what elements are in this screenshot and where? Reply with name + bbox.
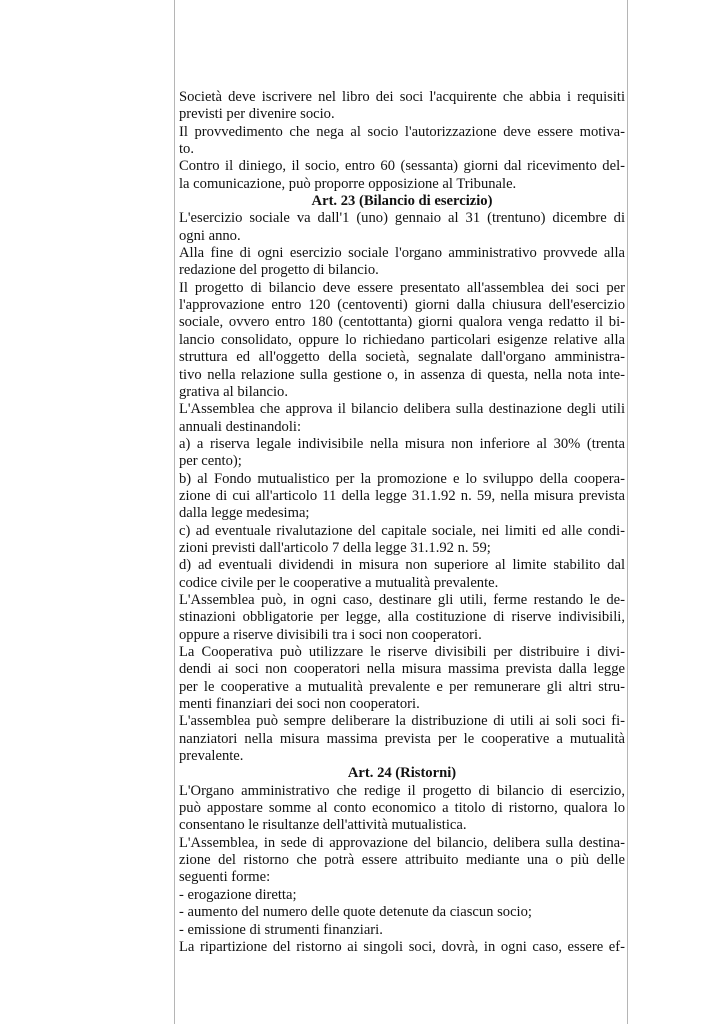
text-line: to. [179,141,194,158]
text-line: L'assemblea può sempre deliberare la distribuzione di utili ai soli soci fi- [179,713,625,730]
text-line: Contro il diniego, il socio, entro 60 (sessanta) giorni dal ricevimento del- [179,158,625,175]
text-line: L'Assemblea può, in ogni caso, destinare gli utili, ferme restando le de- [179,591,625,608]
text-line: L'Organo amministrativo che redige il progetto di bilancio di esercizio, [179,782,625,799]
text-line: struttura ed all'oggetto della società, segnalate dall'organo amministra- [179,349,625,366]
text-line: prevalente. [179,748,244,765]
text-line: dendi ai soci non cooperatori nella misura massima prevista dalla legge [179,661,625,678]
text-line: sociale, ovvero entro 180 (centottanta) giorni qualora venga redatto il bi- [179,314,625,331]
text-line: - aumento del numero delle quote detenute da ciascun socio; [179,904,532,921]
text-line: L'esercizio sociale va dall'1 (uno) gennaio al 31 (trentuno) dicembre di [179,210,625,227]
left-margin-line [174,0,175,1024]
section-heading: Art. 24 (Ristorni) [347,765,457,782]
text-line: - emissione di strumenti finanziari. [179,921,383,938]
text-line: codice civile per le cooperative a mutualità prevalente. [179,574,499,591]
text-line: Società deve iscrivere nel libro dei soci l'acquirente che abbia i requisiti [179,89,625,105]
text-line: tivo nella relazione sulla gestione o, in assenza di questa, nella nota inte- [179,366,625,383]
text-line: previsti per divenire socio. [179,106,335,123]
text-line: c) ad eventuale rivalutazione del capitale sociale, nei limiti ed alle condi- [179,522,625,539]
text-line: grativa al bilancio. [179,383,289,400]
text-line: l'approvazione entro 120 (centoventi) giorni dalla chiusura dell'esercizio [179,297,625,314]
text-line: menti finanziari dei soci non cooperatori. [179,696,420,713]
text-line: seguenti forme: [179,869,271,886]
text-line: zione di cui all'articolo 11 della legge 31.1.92 n. 59, nella misura prevista [179,487,625,504]
text-line: La Cooperativa può utilizzare le riserve divisibili per distribuire i divi- [179,644,625,660]
text-line: consentano le risultanze dell'attività mutualistica. [179,817,467,834]
document-body [179,89,625,956]
text-line: oppure a riserve divisibili tra i soci non cooperatori. [179,626,482,643]
text-line: stinazioni obbligatorie per legge, alla costituzione di riserve indivisibili, [179,609,625,626]
text-line: nanziatori nella misura massima prevista per le cooperative a mutualità [179,730,625,747]
text-line: Il progetto di bilancio deve essere presentato all'assemblea dei soci per [179,279,625,296]
section-heading: Art. 23 (Bilancio di esercizio) [311,193,493,210]
text-line: zione del ristorno che potrà essere attribuito mediante una o più delle [179,852,625,869]
text-line: Alla fine di ogni esercizio sociale l'organo amministrativo provvede alla [179,245,625,262]
text-line: annuali destinandoli: [179,418,301,435]
text-line: zioni previsti dall'articolo 7 della legge 31.1.92 n. 59; [179,539,491,556]
text-line: può appostare somme al conto economico a titolo di ristorno, qualora lo [179,800,625,817]
text-line: Il provvedimento che nega al socio l'autorizzazione deve essere motiva- [179,123,625,140]
text-line: per le cooperative a mutualità prevalente e per remunerare gli altri stru- [179,678,625,695]
text-line: L'Assemblea che approva il bilancio delibera sulla destinazione degli utili [179,401,625,418]
text-line: L'Assemblea, in sede di approvazione del bilancio, delibera sulla destina- [179,834,625,851]
text-line: redazione del progetto di bilancio. [179,262,379,279]
right-margin-line [627,0,628,1024]
text-line: lancio consolidato, oppure lo richiedano particolari esigenze relative alla [179,331,625,348]
text-line: - erogazione diretta; [179,886,297,903]
text-line: d) ad eventuali dividendi in misura non superiore al limite stabilito dal [179,557,625,574]
text-line: a) a riserva legale indivisibile nella misura non inferiore al 30% (trenta [179,435,625,452]
text-line: per cento); [179,453,242,470]
text-line: dalla legge medesima; [179,505,310,522]
text-line: b) al Fondo mutualistico per la promozione e lo sviluppo della coopera- [179,470,625,487]
text-line: La ripartizione del ristorno ai singoli soci, dovrà, in ogni caso, essere ef- [179,938,625,955]
text-line: la comunicazione, può proporre opposizione al Tribunale. [179,175,517,192]
text-line: ogni anno. [179,227,241,244]
